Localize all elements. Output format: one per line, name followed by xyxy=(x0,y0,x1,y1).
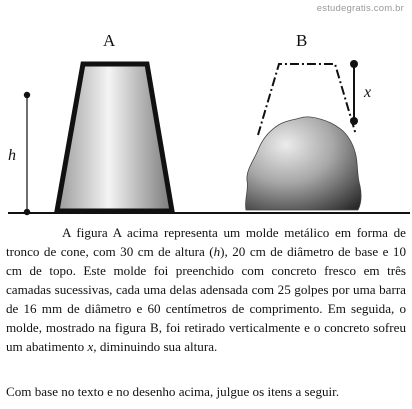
label-h: h xyxy=(8,147,16,164)
instruction-text: Com base no texto e no desenho acima, julgue os itens a seguir. xyxy=(6,384,340,399)
question-paragraph: A figura A acima representa um molde metálico em forma de tronco de cone, com 30 cm de altura (h), 20 cm de diâmetro de base e 10 cm de topo. Este molde foi preenchido com concreto fresco em três camadas sucessivas, cada uma delas adensada com 25 golpes por uma barra de 16 mm de diâmetro e 60 centímetros de comprimento. Em seguida, o molde, mostrado na figura B, foi retirado verticalmente e o concreto sofreu um abatimento x, diminuindo sua altura. xyxy=(6,225,406,354)
label-x: x xyxy=(364,84,372,101)
slump-dimension-bottom-dot xyxy=(350,117,358,125)
slump-dimension-top-dot xyxy=(350,60,358,68)
label-a: A xyxy=(103,31,116,50)
watermark: estudegratis.com.br xyxy=(316,3,404,14)
height-dimension-bottom-dot xyxy=(24,209,30,215)
slumped-concrete xyxy=(246,117,362,210)
height-dimension-top-dot xyxy=(24,92,30,98)
mold-a xyxy=(57,64,172,211)
label-b: B xyxy=(296,31,308,50)
